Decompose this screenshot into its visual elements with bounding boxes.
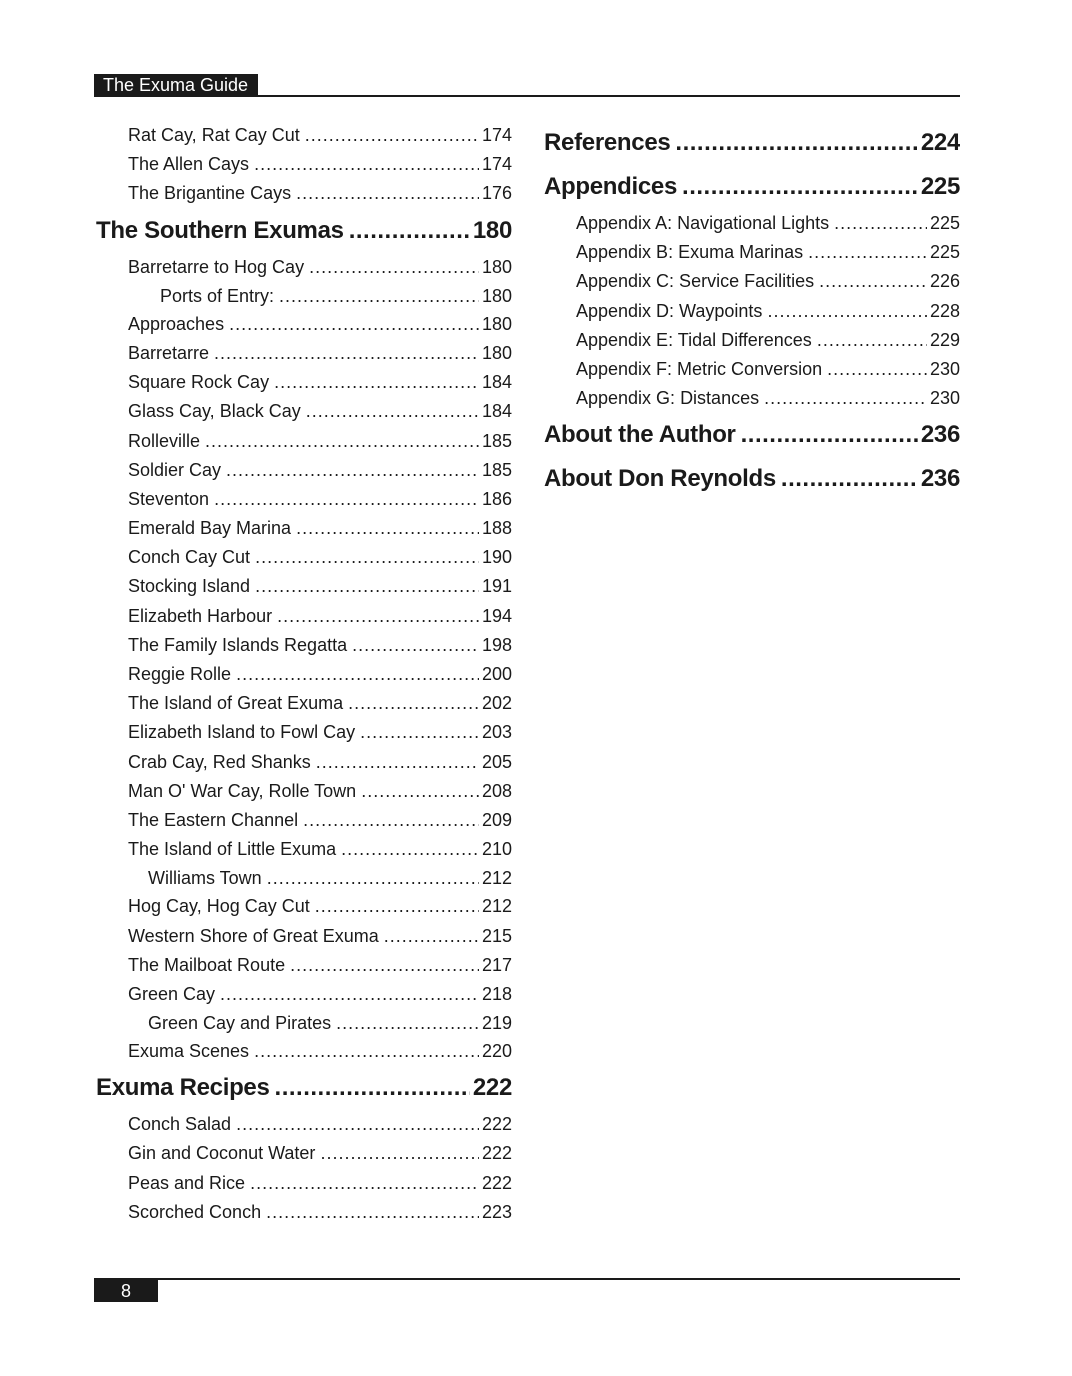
toc-entry[interactable]: The Island of Great Exuma ..... 202: [96, 689, 512, 718]
dot-leader: [274, 368, 479, 397]
dot-leader: [220, 980, 479, 1009]
dot-leader: [808, 238, 927, 267]
dot-leader: [275, 1066, 470, 1110]
dot-leader: [255, 572, 479, 601]
dot-leader: [229, 310, 479, 339]
toc-entry[interactable]: Square Rock Cay ..... 184: [96, 368, 512, 397]
dot-leader: [306, 397, 479, 426]
dot-leader: [254, 150, 479, 179]
toc-section[interactable]: About the Author ..... 236: [544, 413, 960, 457]
toc-entry[interactable]: Approaches ..... 180: [96, 310, 512, 339]
dot-leader: [361, 777, 479, 806]
page-ref: 180: [481, 313, 512, 334]
running-header: [94, 74, 258, 96]
page-ref: 219: [481, 1013, 512, 1034]
dot-leader: [214, 339, 479, 368]
page-ref: 222: [481, 1143, 512, 1164]
dot-leader: [277, 602, 479, 631]
page-ref: 226: [929, 271, 960, 292]
toc-entry[interactable]: Appendix C: Service Facilities ..... 226: [544, 267, 960, 296]
toc-entry[interactable]: Conch Cay Cut ..... 190: [96, 543, 512, 572]
page-ref: 185: [481, 430, 512, 451]
dot-leader: [205, 427, 479, 456]
page-ref: 198: [481, 634, 512, 655]
page-ref: 229: [929, 329, 960, 350]
dot-leader: [250, 1169, 479, 1198]
dot-leader: [682, 165, 918, 209]
dot-leader: [741, 413, 918, 457]
page-ref: 222: [481, 1172, 512, 1193]
page-ref: 203: [481, 722, 512, 743]
page-ref: 225: [929, 242, 960, 263]
page-ref: 205: [481, 751, 512, 772]
book-title: The Exuma Guide: [103, 75, 249, 95]
toc-entry[interactable]: Appendix B: Exuma Marinas ..... 225: [544, 238, 960, 267]
toc-entry[interactable]: The Island of Little Exuma ..... 210: [96, 835, 512, 864]
page-ref: 215: [481, 925, 512, 946]
dot-leader: [675, 121, 917, 165]
page-ref: 188: [481, 518, 512, 539]
dot-leader: [315, 892, 479, 921]
toc-entry[interactable]: Gin and Coconut Water ..... 222: [96, 1139, 512, 1168]
toc-entry[interactable]: Western Shore of Great Exuma ..... 215: [96, 922, 512, 951]
dot-leader: [781, 457, 918, 501]
page-ref: 212: [481, 868, 512, 889]
page-ref: 223: [481, 1201, 512, 1222]
footer-rule: [94, 1278, 960, 1280]
dot-leader: [303, 806, 479, 835]
toc-entry[interactable]: Rat Cay, Rat Cay Cut ..... 174: [96, 121, 512, 150]
toc-entry[interactable]: Appendix F: Metric Conversion ..... 230: [544, 355, 960, 384]
toc-entry[interactable]: Conch Salad ..... 222: [96, 1110, 512, 1139]
dot-leader: [360, 718, 479, 747]
toc-entry[interactable]: Soldier Cay ..... 185: [96, 456, 512, 485]
dot-leader: [384, 922, 479, 951]
toc-entry[interactable]: Stocking Island ..... 191: [96, 572, 512, 601]
page-ref: 230: [929, 358, 960, 379]
dot-leader: [316, 748, 479, 777]
dot-leader: [267, 864, 479, 892]
dot-leader: [255, 543, 479, 572]
dot-leader: [266, 1198, 479, 1227]
page-ref: 228: [929, 300, 960, 321]
toc-entry[interactable]: Scorched Conch ..... 223: [96, 1198, 512, 1227]
toc-entry[interactable]: The Allen Cays ..... 174: [96, 150, 512, 179]
page-ref: 208: [481, 780, 512, 801]
toc-entry[interactable]: Appendix E: Tidal Differences ..... 229: [544, 326, 960, 355]
toc-section[interactable]: About Don Reynolds ..... 236: [544, 457, 960, 501]
toc-entry[interactable]: Glass Cay, Black Cay ..... 184: [96, 397, 512, 426]
page-ref: 191: [481, 576, 512, 597]
page-ref: 236: [920, 421, 960, 449]
toc-entry[interactable]: Man O' War Cay, Rolle Town ..... 208: [96, 777, 512, 806]
toc-entry[interactable]: Crab Cay, Red Shanks ..... 205: [96, 748, 512, 777]
dot-leader: [236, 660, 479, 689]
toc-entry[interactable]: Elizabeth Harbour ..... 194: [96, 602, 512, 631]
page-ref: 180: [481, 285, 512, 306]
dot-leader: [336, 1009, 479, 1037]
dot-leader: [290, 951, 479, 980]
toc-entry[interactable]: Elizabeth Island to Fowl Cay ..... 203: [96, 718, 512, 747]
toc-subentry[interactable]: Williams Town ..... 212: [96, 864, 512, 892]
toc-entry[interactable]: Appendix A: Navigational Lights ..... 225: [544, 209, 960, 238]
toc-entry[interactable]: Barretarre to Hog Cay ..... 180: [96, 253, 512, 282]
page-ref: 210: [481, 839, 512, 860]
page-ref: 174: [481, 125, 512, 145]
page-ref: 225: [920, 173, 960, 200]
page-ref: 218: [481, 983, 512, 1004]
dot-leader: [834, 209, 927, 238]
dot-leader: [352, 631, 479, 660]
page-ref: 184: [481, 401, 512, 422]
toc-entry[interactable]: Green Cay ..... 218: [96, 980, 512, 1009]
toc-entry[interactable]: The Eastern Channel ..... 209: [96, 806, 512, 835]
page-ref: 184: [481, 372, 512, 393]
toc-section[interactable]: The Southern Exumas ..... 180: [96, 209, 512, 253]
dot-leader: [320, 1139, 479, 1168]
page-number-tab: [94, 1279, 158, 1302]
toc-subentry[interactable]: Green Cay and Pirates ..... 219: [96, 1009, 512, 1037]
page-ref: 230: [929, 388, 960, 409]
toc-entry[interactable]: The Brigantine Cays ..... 176: [96, 179, 512, 208]
dot-leader: [349, 209, 470, 253]
toc-right-column: [544, 121, 960, 501]
dot-leader: [309, 253, 479, 282]
toc-subentry[interactable]: Ports of Entry: ..... 180: [96, 282, 512, 310]
toc-entry[interactable]: Rolleville ..... 185: [96, 427, 512, 456]
dot-leader: [817, 326, 927, 355]
page-ref: 186: [481, 488, 512, 509]
page-ref: 222: [481, 1114, 512, 1135]
page-ref: 174: [481, 154, 512, 175]
dot-leader: [767, 297, 927, 326]
page-ref: 190: [481, 547, 512, 568]
dot-leader: [226, 456, 479, 485]
dot-leader: [341, 835, 479, 864]
toc-entry[interactable]: Exuma Scenes ..... 220: [96, 1037, 512, 1066]
toc-section[interactable]: Exuma Recipes ..... 222: [96, 1066, 512, 1110]
dot-leader: [236, 1110, 479, 1139]
dot-leader: [305, 121, 479, 150]
toc-entry[interactable]: Peas and Rice ..... 222: [96, 1169, 512, 1198]
toc-entry[interactable]: The Family Islands Regatta ..... 198: [96, 631, 512, 660]
page-ref: 202: [481, 693, 512, 714]
dot-leader: [296, 179, 479, 208]
dot-leader: [827, 355, 927, 384]
page-ref: 220: [481, 1041, 512, 1062]
page-ref: 185: [481, 459, 512, 480]
page-ref: 180: [472, 216, 512, 244]
toc-entry[interactable]: The Mailboat Route ..... 217: [96, 951, 512, 980]
toc-section[interactable]: References ..... 224: [544, 121, 960, 165]
page-ref: 212: [481, 896, 512, 917]
page-ref: 194: [481, 605, 512, 626]
page-ref: 180: [481, 256, 512, 277]
page-ref: 224: [920, 129, 960, 156]
page-ref: 176: [481, 183, 512, 204]
toc-left-column: [96, 121, 512, 1227]
dot-leader: [254, 1037, 479, 1066]
dot-leader: [348, 689, 479, 718]
toc-entry[interactable]: Appendix G: Distances ..... 230: [544, 384, 960, 413]
page-ref: 217: [481, 954, 512, 975]
header-rule: [94, 95, 960, 97]
toc-entry[interactable]: Barretarre ..... 180: [96, 339, 512, 368]
page-ref: 225: [929, 213, 960, 233]
page-number: 8: [120, 1281, 131, 1301]
toc-entry[interactable]: Steventon ..... 186: [96, 485, 512, 514]
dot-leader: [279, 282, 479, 310]
page-ref: 209: [481, 809, 512, 830]
page-ref: 222: [472, 1074, 512, 1102]
dot-leader: [214, 485, 479, 514]
dot-leader: [296, 514, 479, 543]
page-ref: 200: [481, 664, 512, 684]
toc-entry[interactable]: Appendix D: Waypoints ..... 228: [544, 297, 960, 326]
dot-leader: [819, 267, 927, 296]
toc-entry[interactable]: Hog Cay, Hog Cay Cut ..... 212: [96, 892, 512, 921]
toc-section[interactable]: Appendices ..... 225: [544, 165, 960, 209]
toc-entry[interactable]: Emerald Bay Marina ..... 188: [96, 514, 512, 543]
dot-leader: [764, 384, 927, 413]
page-ref: 180: [481, 342, 512, 363]
page-ref: 236: [920, 465, 960, 493]
toc-entry[interactable]: Reggie Rolle ..... 200: [96, 660, 512, 689]
